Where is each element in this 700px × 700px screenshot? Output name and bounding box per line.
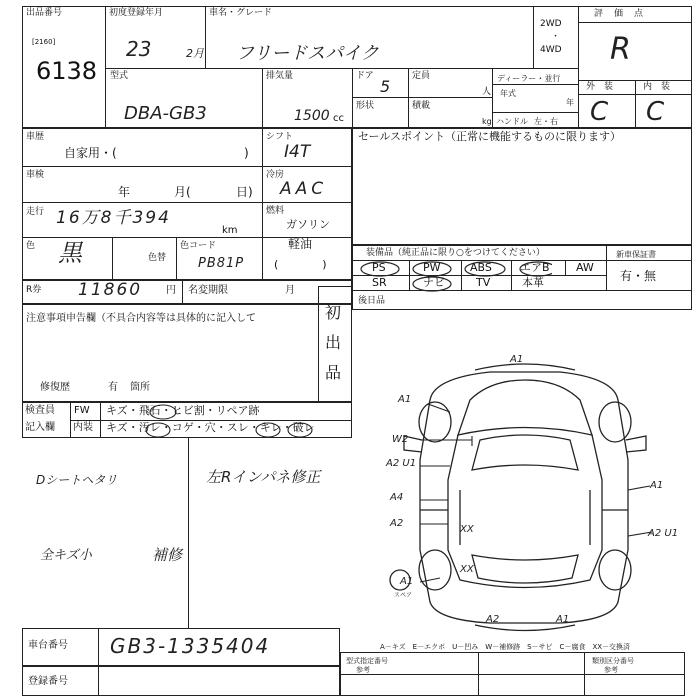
repair-suffix: 箇所 [130,382,150,393]
fuel-gas: ガソリン [286,218,330,231]
fw-items: キズ・飛石・ヒビ割・リペア跡 [106,404,260,417]
mark-w2: W2 [392,434,409,445]
lot-label: 出品番号 [26,8,63,18]
equip-aw: AW [576,261,594,274]
equip-leather: 本革 [522,276,544,289]
interior-head: 内装 [73,422,93,433]
shift-label: シフト [266,132,294,142]
legend: A－キズ E－エクボ U－凹み W－補修跡 S－サビ C－腐食 XX－交換済 [380,643,631,651]
first-reg-label: 初度登録年月 [109,8,164,18]
registration-frame [22,666,340,696]
mark-a2-left: A2 [390,518,404,529]
load-unit: kg [482,117,492,126]
dealer-label: ディーラー・並行 [497,74,561,83]
disp-unit: cc [333,113,344,124]
disp-value: 1500 [294,108,330,124]
color-code-value: PB81P [198,256,245,271]
equip-abs: ABS [470,261,492,274]
drive-dot: ・ [551,32,561,42]
mileage-value: 16万8千394 [56,208,171,228]
chassis-label: 車台番号 [28,640,68,651]
inspector-circles [100,402,352,438]
type-label: 型式 [110,71,129,81]
lot-number: 6138 [36,57,98,85]
class-sub: 参考 [604,666,618,674]
year-unit: 年 [566,98,574,107]
model-label: 車名・グレード [209,8,273,18]
type-value: DBA-GB3 [124,103,207,124]
sales-label: セールスポイント（正常に機能するものに限ります） [358,130,622,143]
mark-xx-1: XX [460,524,474,535]
shape-label: 形状 [356,101,375,111]
mark-a2u1-right: A2 U1 [648,528,679,539]
mark-rear-left: A1 [400,576,414,587]
history-close: ) [244,146,249,160]
type-cert-sub: 参考 [356,666,370,674]
equip-airbag: エアB [520,261,550,274]
equip-navi: ナビ [423,276,445,289]
ac-label: 冷房 [266,170,285,180]
name-change-label: 名変期限 [188,285,228,296]
remark-2: 左Rインパネ修正 [206,468,321,486]
fuel-diesel: 軽油 [288,237,313,251]
first-listing-text: 初出品 [325,303,342,382]
registration-label: 登録番号 [28,676,68,687]
equip-circles [352,258,552,292]
recycle-value: 11860 [78,280,143,300]
inspector-label-2: 記入欄 [25,422,55,433]
recycle-label: R券 [26,285,42,295]
doors-value: 5 [380,77,391,96]
grade-label: 評 価 点 [594,9,645,19]
type-cert-label: 型式指定番号 [346,657,388,665]
remark-3: 全キズ小 [40,548,92,563]
inspection-label: 車検 [26,170,45,180]
fuel-label: 燃料 [266,206,285,216]
equipment-label: 装備品（純正品に限り○をつけてください） [366,248,545,258]
warranty-value: 有・無 [620,269,657,283]
sales-frame [352,128,692,245]
chassis-value: GB3-1335404 [110,634,271,658]
inspector-label-1: 検査員 [25,405,55,416]
mark-rear-a1: A1 [556,614,570,625]
grade-value: R [610,32,631,67]
handle-label: ハンドル [496,117,528,126]
warranty-label: 新車保証書 [616,250,656,259]
remark-1: Dシートヘタリ [36,473,118,487]
mark-front-left: A1 [398,394,412,405]
color-code-label: 色コード [180,241,217,251]
history-value: 自家用・( [64,146,117,160]
class-label: 類別区分番号 [592,657,634,665]
first-reg-year: 23 [126,37,152,61]
drive-4wd: 4WD [540,45,562,55]
shift-value: I4T [284,142,311,162]
disp-label: 排気量 [266,71,294,81]
equip-pw: PW [423,261,441,274]
mark-a2u1-left: A2 U1 [386,458,417,469]
lot-sub: [2160] [32,38,56,46]
recycle-frame [22,280,352,304]
fw-head: FW [74,405,90,416]
int-value: C [646,97,665,127]
repair-label: 修復歴 [40,382,70,393]
doors-label: ドア [356,71,374,81]
ext-value: C [590,97,609,127]
handle-value: 左・右 [534,117,558,126]
mileage-label: 走行 [26,207,45,217]
car-diagram [360,340,690,635]
fuel-other: ( ) [274,258,327,271]
equip-sr: SR [372,276,387,289]
color-change-label: 色替 [148,253,167,263]
equip-tv: TV [476,276,491,289]
capacity-label: 定員 [412,71,431,81]
ac-value: AAC [280,179,328,199]
first-reg-month: 2月 [186,47,204,60]
mark-right: A1 [650,480,664,491]
remark-4: 補修 [152,546,183,564]
interior-items: キズ・汚レ・コゲ・穴・スレ・キレ・破レ [106,421,315,434]
model-name: フリードスパイク [236,43,379,64]
drive-2wd: 2WD [540,19,562,29]
aftermarket-label: 後日品 [358,296,386,306]
spare-label: スペア [394,592,413,599]
load-label: 積載 [412,101,431,111]
recycle-unit: 円 [166,285,176,296]
mileage-unit: km [222,225,238,236]
repair-value: 有 [108,382,118,393]
history-label: 車歴 [26,132,45,142]
mark-a4: A4 [390,492,404,503]
int-label: 内 装 [643,82,671,92]
color-label: 色 [26,241,36,251]
mark-rear-a2: A2 [486,614,500,625]
color-value: 黒 [58,239,82,267]
ext-label: 外 装 [586,82,614,92]
inspection-day: 日) [236,185,253,199]
year-label: 年式 [500,89,516,98]
capacity-unit: 人 [482,87,492,97]
inspection-year: 年 [118,185,131,199]
mark-xx-2: XX [460,564,474,575]
name-change-unit: 月 [285,285,295,296]
inspection-month: 月( [174,185,191,199]
equip-ps: PS [372,261,386,274]
notes-label: 注意事項申告欄（不具合内容等は具体的に記入して [26,313,256,324]
mark-front: A1 [510,354,524,365]
